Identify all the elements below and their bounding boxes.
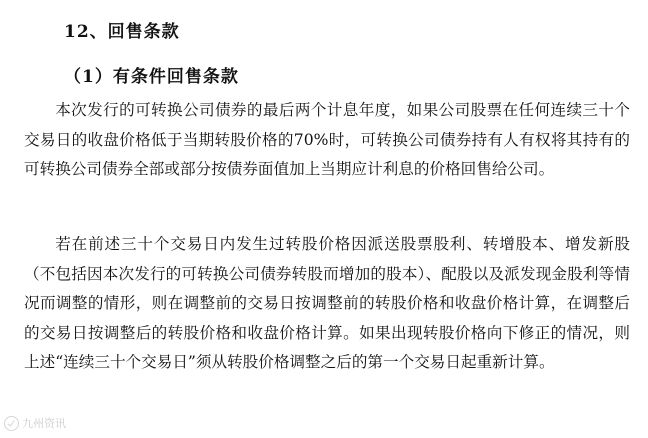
section-title: 12、回售条款: [64, 22, 180, 42]
subsection-title: （1）有条件回售条款: [64, 67, 239, 87]
watermark: [4, 412, 66, 434]
watermark-text: 九州资讯: [22, 417, 66, 430]
paragraph-conditional-putback: 本次发行的可转换公司债券的最后两个计息年度，如果公司股票在任何连续三十个交易日的收盘价格低于当期转股价格的70%时，可转换公司债券持有人有权将其持有的可转换公司债券全部或部分按债券面值加上当期应计利息的价格回售给公司。: [24, 101, 630, 178]
watermark-logo-icon: [4, 416, 19, 431]
paragraph-adjustment-rules: 若在前述三十个交易日内发生过转股价格因派送股票股利、转增股本、增发新股（不包括因本次发行的可转换公司债券转股而增加的股本）、配股以及派发现金股利等情况而调整的情形，则在调整前的交易日按调整前的转股价格和收盘价格计算，在调整后的交易日按调整后的转股价格和收盘价格计算。如果出现转股价格向下修正的情况，则上述“连续三十个交易日”须从转股价格调整之后的第一个交易日起重新计算。: [24, 235, 630, 371]
